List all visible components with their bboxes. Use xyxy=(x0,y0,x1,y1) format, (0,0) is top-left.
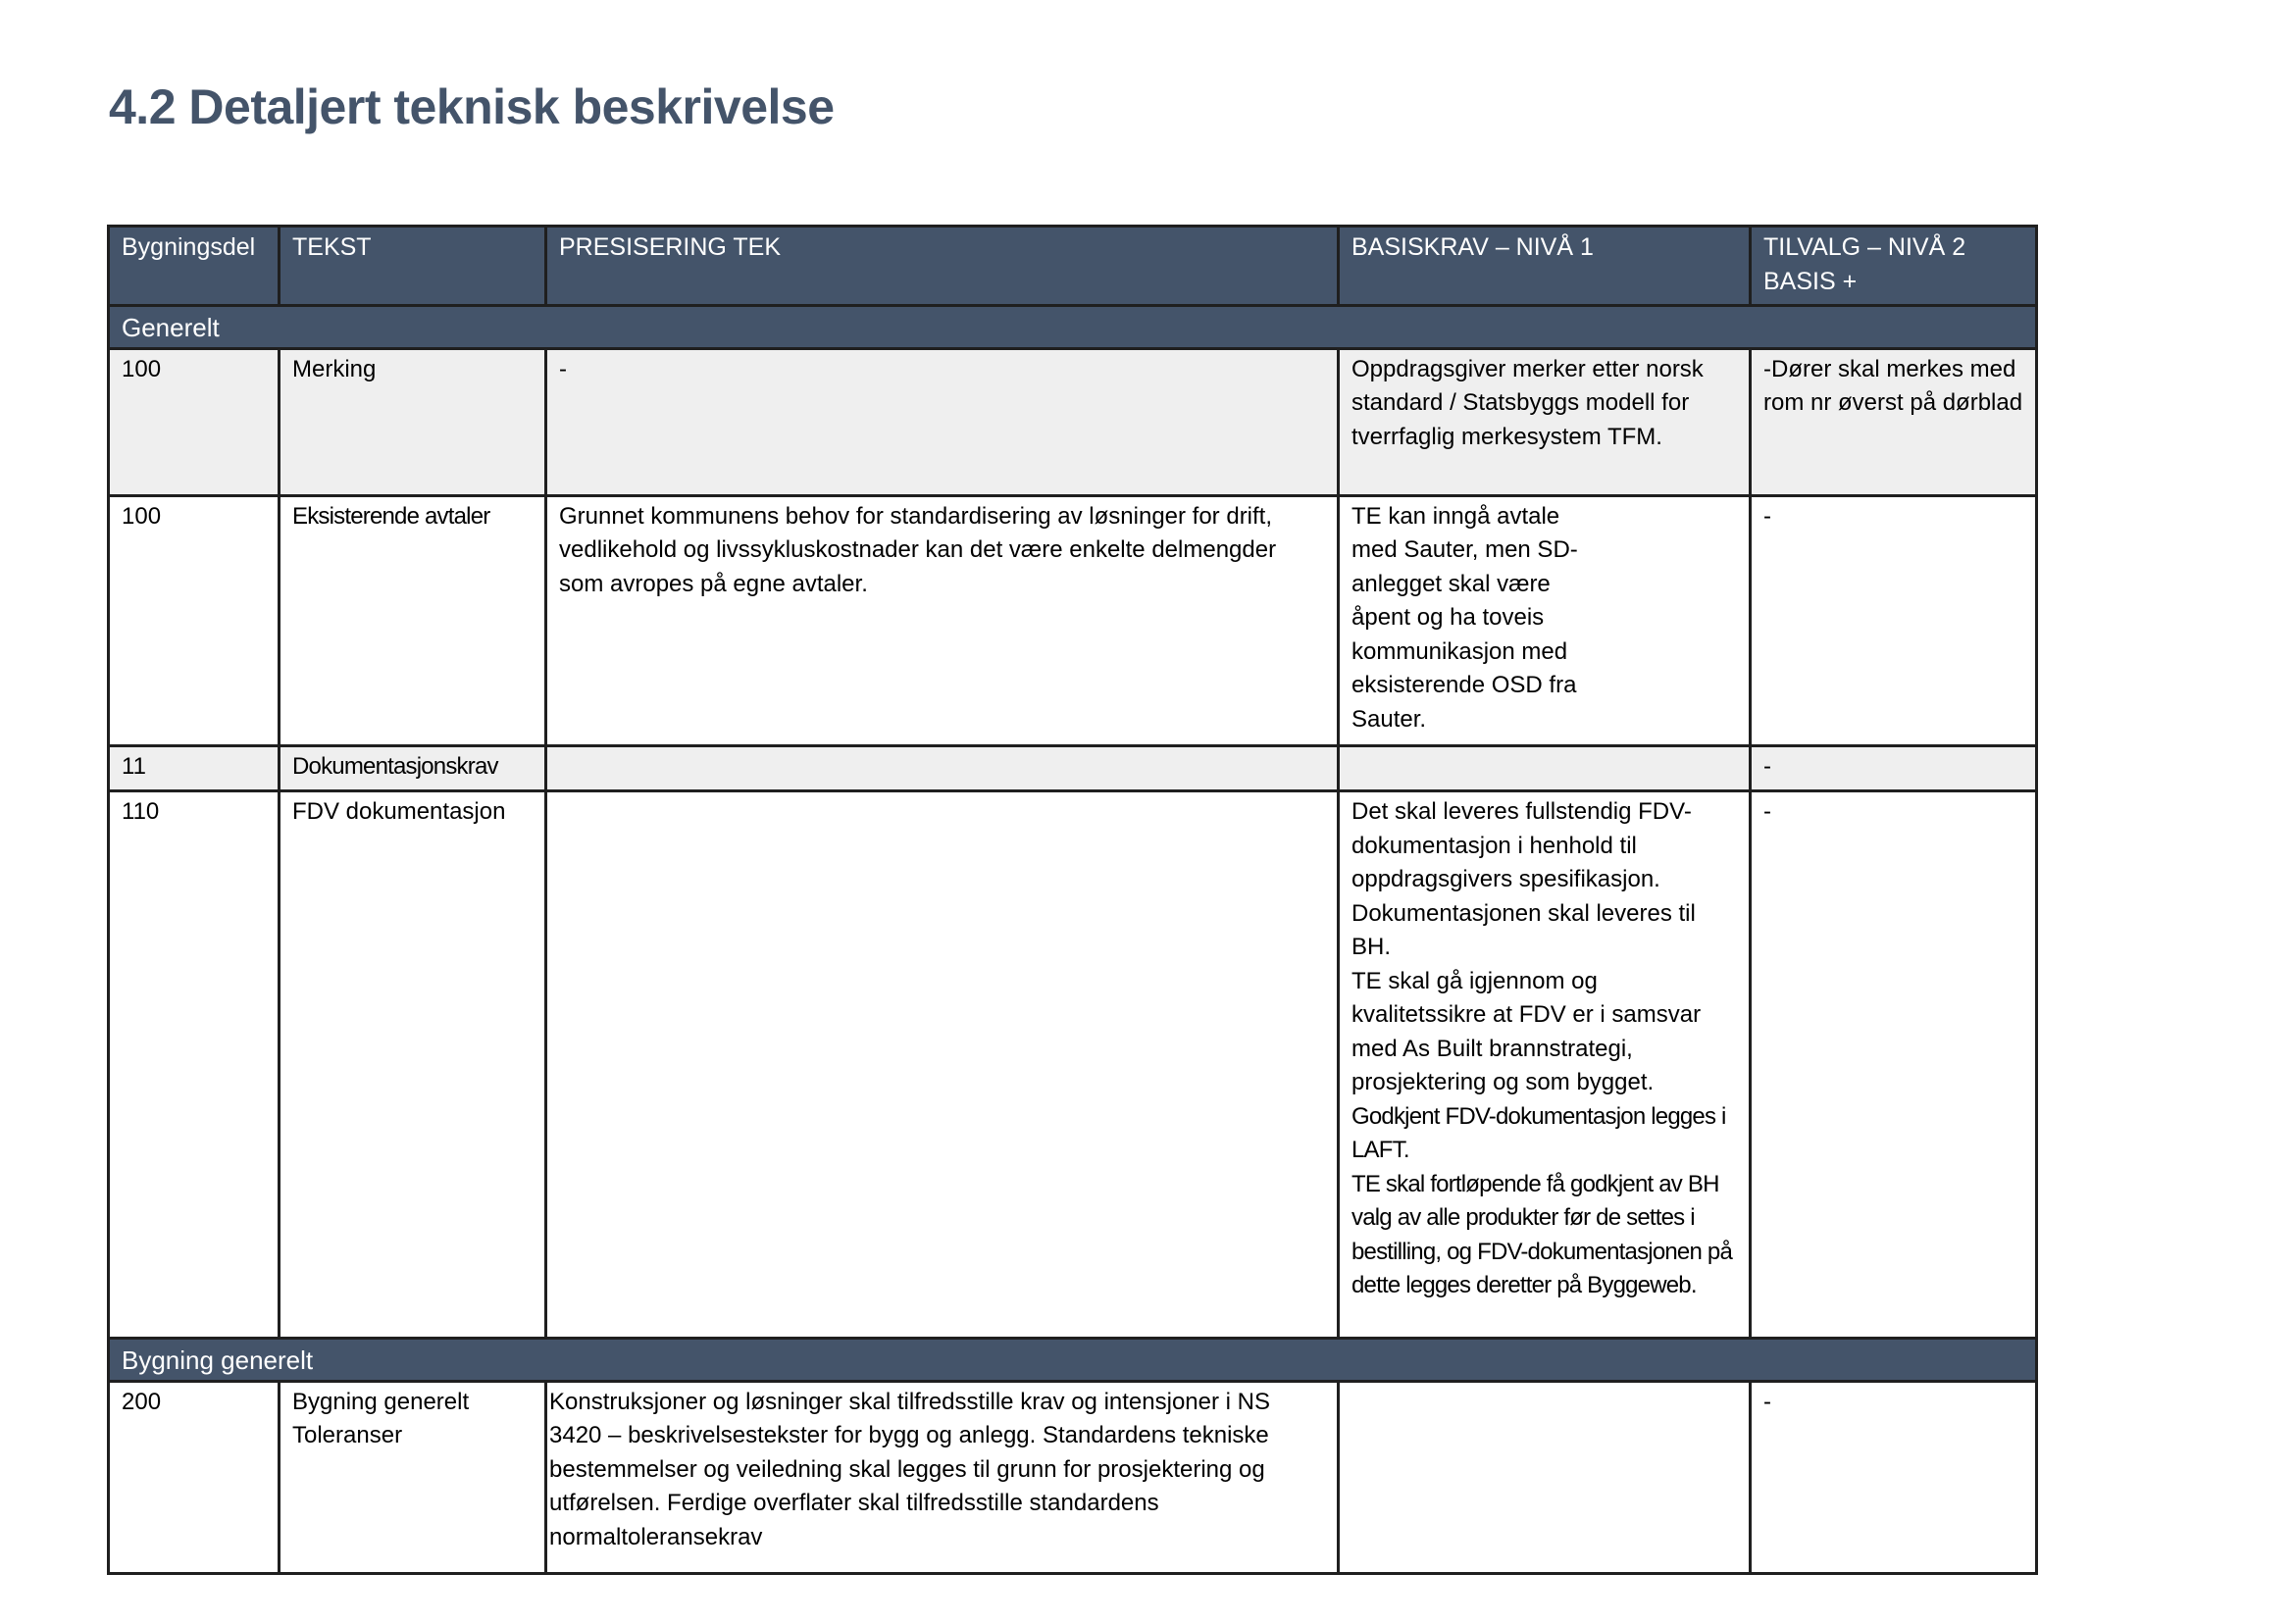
cell-presisering: Konstruksjoner og løsninger skal tilfredsstille krav og intensjoner i NS 3420 – beskrivelsestekster for bygg og anlegg. Standardens tekniske bestemmelser og veiledning skal legges til grunn for prosjektering og utførelsen. Ferdige overflater skal tilfredsstille standardens normaltoleransekrav xyxy=(546,1381,1339,1573)
section-label: Generelt xyxy=(109,306,2037,349)
page-title: 4.2 Detaljert teknisk beskrivelse xyxy=(109,79,835,134)
header-tilvalg: TILVALG – NIVÅ 2 BASIS + xyxy=(1751,227,2037,306)
cell-presisering xyxy=(546,745,1339,791)
cell-code: 100 xyxy=(109,495,280,745)
basiskrav-paragraph: TE skal fortløpende få godkjent av BH valg av alle produkter før de settes i bestilling, og FDV-dokumentasjonen på dette legges deretter på Byggeweb. xyxy=(1351,1170,1732,1298)
cell-presisering: - xyxy=(546,348,1339,495)
cell-basiskrav xyxy=(1339,1381,1751,1573)
header-row xyxy=(109,227,2037,306)
section-row-bygning-generelt xyxy=(109,1339,2037,1382)
cell-presisering: Grunnet kommunens behov for standardisering av løsninger for drift, vedlikehold og livssykluskostnader kan det være enkelte delmengder som avropes på egne avtaler. xyxy=(546,495,1339,745)
cell-tilvalg: - xyxy=(1751,791,2037,1339)
cell-basiskrav xyxy=(1339,791,1751,1339)
cell-basiskrav: Oppdragsgiver merker etter norsk standard / Statsbyggs modell for tverrfaglig merkesystem TFM. xyxy=(1339,348,1751,495)
cell-text: Dokumentasjonskrav xyxy=(280,745,546,791)
cell-basiskrav: TE kan inngå avtale med Sauter, men SD- anlegget skal være åpent og ha toveis kommunikasjon med eksisterende OSD fra Sauter. xyxy=(1339,495,1751,745)
cell-code: 200 xyxy=(109,1381,280,1573)
basiskrav-paragraph: Godkjent FDV-dokumentasjon legges i LAFT. xyxy=(1351,1102,1726,1163)
header-tekst: TEKST xyxy=(280,227,546,306)
cell-basiskrav xyxy=(1339,745,1751,791)
cell-tilvalg: -Dører skal merkes med rom nr øverst på dørblad xyxy=(1751,348,2037,495)
header-basiskrav: BASISKRAV – NIVÅ 1 xyxy=(1339,227,1751,306)
cell-presisering xyxy=(546,791,1339,1339)
cell-text: Bygning generelt Toleranser xyxy=(280,1381,546,1573)
basiskrav-paragraph: TE skal gå igjennom og kvalitetssikre at FDV er i samsvar med As Built brannstrategi, prosjektering og som bygget. xyxy=(1351,967,1702,1095)
cell-tilvalg: - xyxy=(1751,1381,2037,1573)
table-row xyxy=(109,495,2037,745)
cell-text: Merking xyxy=(280,348,546,495)
cell-text: FDV dokumentasjon xyxy=(280,791,546,1339)
cell-text: Eksisterende avtaler xyxy=(280,495,546,745)
table-row xyxy=(109,791,2037,1339)
table-row xyxy=(109,348,2037,495)
cell-code: 110 xyxy=(109,791,280,1339)
header-presisering: PRESISERING TEK xyxy=(546,227,1339,306)
cell-code: 11 xyxy=(109,745,280,791)
basiskrav-paragraph: Det skal leveres fullstendig FDV-dokumentasjon i henhold til oppdragsgivers spesifikasjon. Dokumentasjonen skal leveres til BH. xyxy=(1351,798,1696,960)
cell-code: 100 xyxy=(109,348,280,495)
cell-tilvalg: - xyxy=(1751,745,2037,791)
table-row xyxy=(109,1381,2037,1573)
table-row xyxy=(109,745,2037,791)
spec-table xyxy=(107,225,2038,1575)
header-bygningsdel: Bygningsdel xyxy=(109,227,280,306)
cell-tilvalg: - xyxy=(1751,495,2037,745)
section-row-generelt xyxy=(109,306,2037,349)
section-label: Bygning generelt xyxy=(109,1339,2037,1382)
